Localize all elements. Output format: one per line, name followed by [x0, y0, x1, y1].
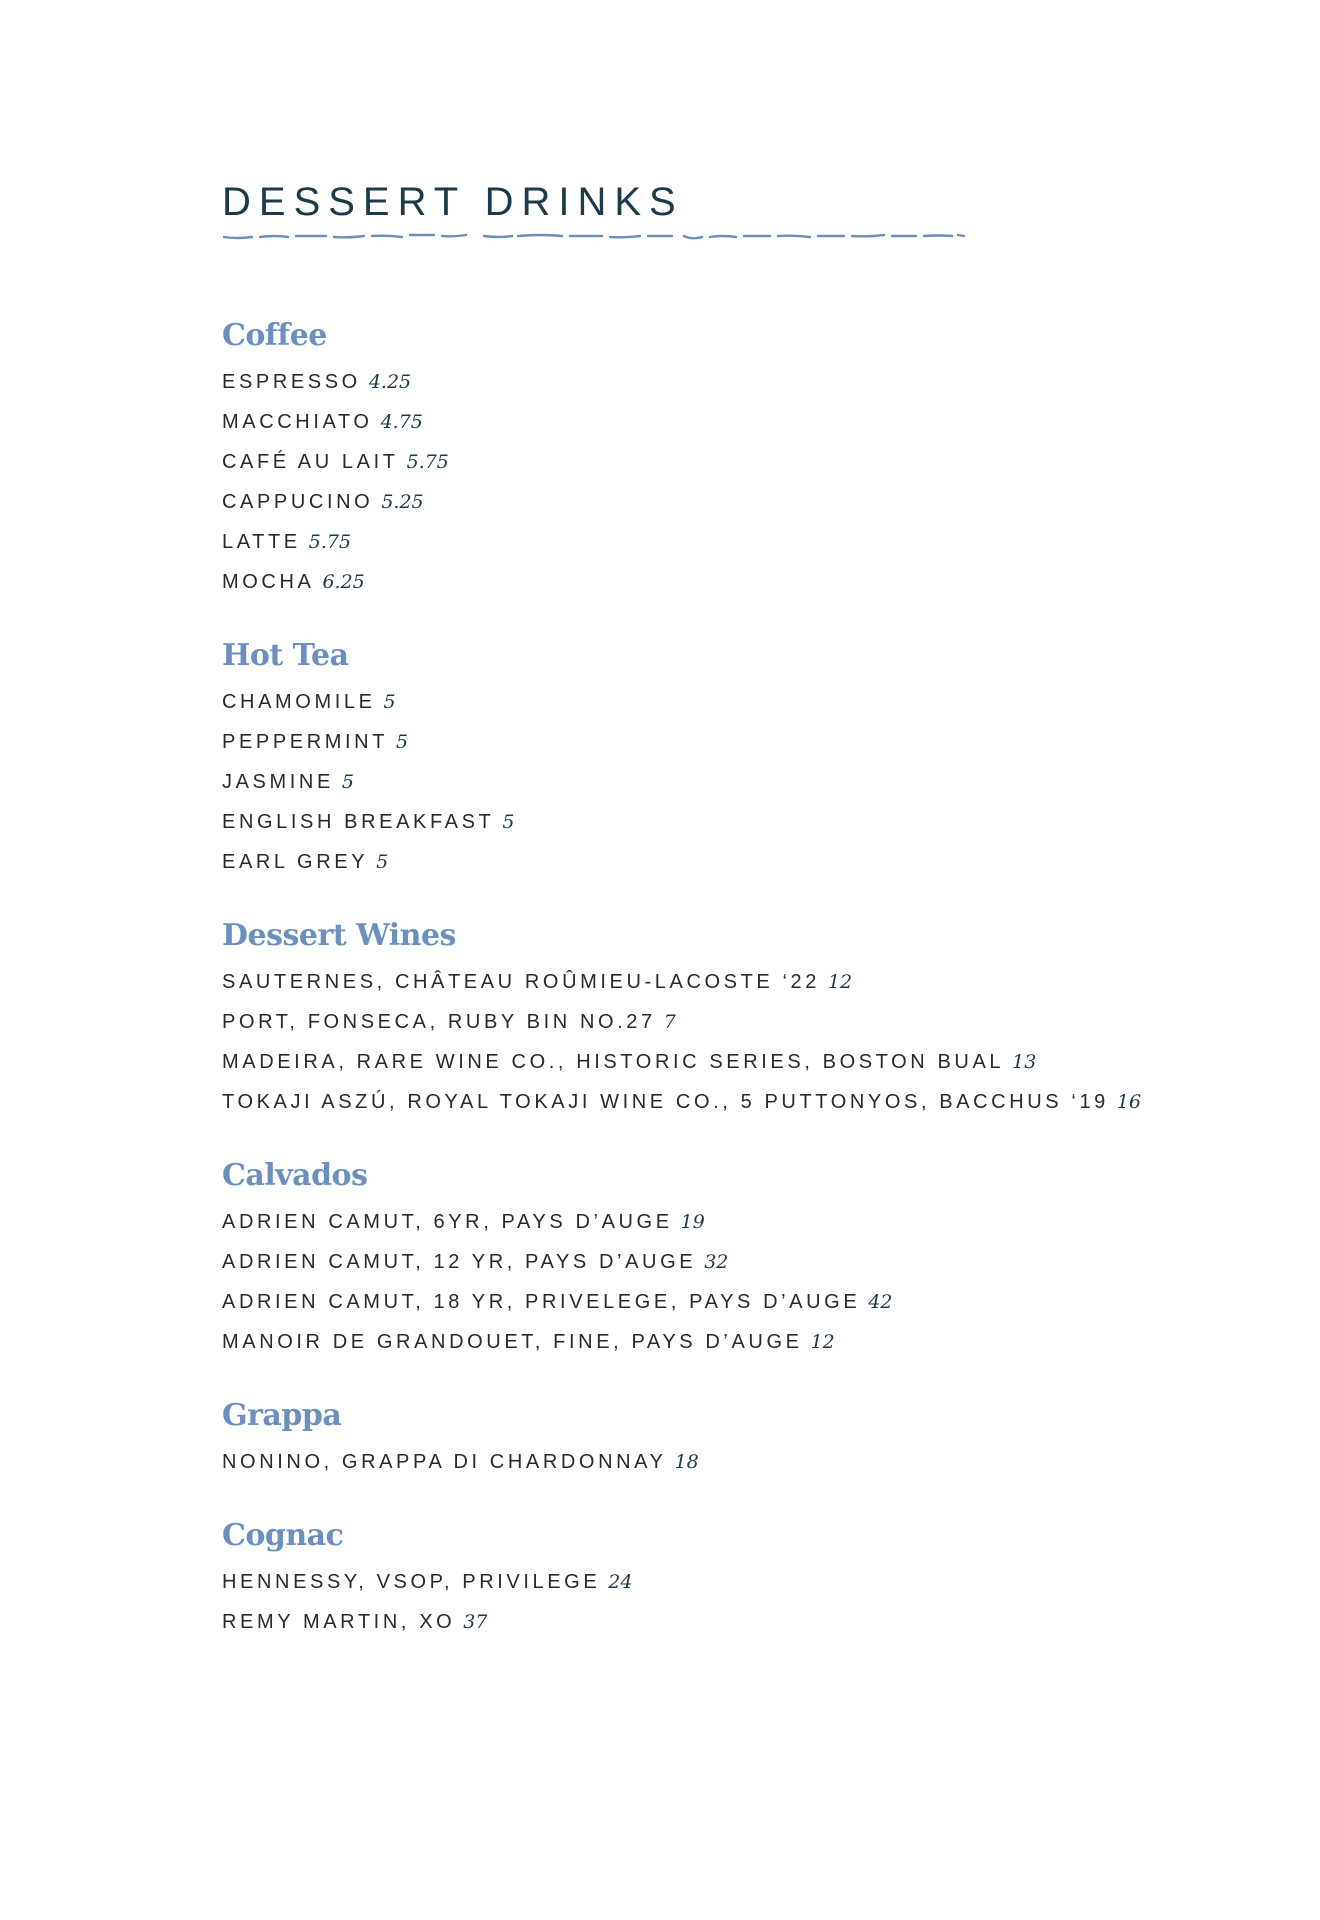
menu-item: [222, 1082, 1222, 1122]
item-price: 6.25: [322, 571, 365, 593]
menu-item: [222, 1002, 1222, 1042]
section-heading: Calvados: [222, 1158, 368, 1193]
item-price: 5.75: [308, 531, 352, 553]
menu-item: [222, 1042, 1222, 1082]
item-name: HENNESSY, VSOP, PRIVILEGE: [222, 1571, 601, 1593]
menu-item: [222, 962, 1222, 1002]
item-name: MADEIRA, RARE WINE CO., HISTORIC SERIES, BOSTON BUAL: [222, 1051, 1005, 1073]
menu-item: [222, 442, 1222, 482]
menu-section: [222, 316, 1222, 602]
section-heading: Cognac: [222, 1518, 344, 1553]
menu-item: [222, 1602, 1222, 1642]
menu-item: [222, 562, 1222, 602]
item-name: JASMINE: [222, 771, 334, 793]
item-price: 24: [608, 1571, 633, 1593]
menu-item: [222, 722, 1222, 762]
menu-sections: [222, 316, 1222, 1642]
item-price: 16: [1116, 1091, 1142, 1113]
menu-item: [222, 1202, 1222, 1242]
item-name: TOKAJI ASZÚ, ROYAL TOKAJI WINE CO., 5 PUTTONYOS, BACCHUS ‘19: [222, 1091, 1109, 1113]
menu-item: [222, 482, 1222, 522]
menu-section: [222, 1396, 1222, 1482]
section-heading: Hot Tea: [222, 638, 349, 673]
item-name: ADRIEN CAMUT, 6YR, PAYS D’AUGE: [222, 1211, 673, 1233]
item-price: 5: [502, 811, 515, 833]
item-price: 5: [383, 691, 396, 713]
item-name: CAPPUCINO: [222, 491, 374, 513]
item-price: 5: [396, 731, 409, 753]
item-name: ESPRESSO: [222, 371, 361, 393]
menu-section: [222, 916, 1222, 1122]
section-heading: Dessert Wines: [222, 918, 456, 953]
item-price: 5.75: [406, 451, 449, 473]
section-heading: Grappa: [222, 1398, 342, 1433]
menu-page: [222, 178, 1222, 1676]
item-price: 37: [463, 1611, 488, 1633]
item-price: 5.25: [381, 491, 424, 513]
item-price: 12: [810, 1331, 835, 1353]
item-name: NONINO, GRAPPA DI CHARDONNAY: [222, 1451, 667, 1473]
decorative-dashed-underline: [222, 230, 967, 242]
menu-item: [222, 1282, 1222, 1322]
item-name: PORT, FONSECA, RUBY BIN NO.27: [222, 1011, 656, 1033]
page-title: DESSERT DRINKS: [222, 180, 684, 224]
menu-item: [222, 762, 1222, 802]
item-name: MANOIR DE GRANDOUET, FINE, PAYS D’AUGE: [222, 1331, 803, 1353]
item-price: 32: [704, 1251, 729, 1273]
menu-item: [222, 1562, 1222, 1602]
item-price: 42: [868, 1291, 893, 1313]
item-price: 4.25: [368, 371, 412, 393]
item-price: 19: [680, 1211, 705, 1233]
menu-section: [222, 636, 1222, 882]
item-price: 18: [674, 1451, 699, 1473]
menu-item: [222, 362, 1222, 402]
item-price: 4.75: [380, 411, 423, 433]
item-name: MACCHIATO: [222, 411, 373, 433]
menu-item: [222, 1322, 1222, 1362]
menu-item: [222, 842, 1222, 882]
menu-item: [222, 1442, 1222, 1482]
item-name: EARL GREY: [222, 851, 369, 873]
menu-section: [222, 1156, 1222, 1362]
item-name: SAUTERNES, CHÂTEAU ROÛMIEU-LACOSTE ‘22: [222, 971, 820, 993]
menu-item: [222, 1242, 1222, 1282]
item-name: CHAMOMILE: [222, 691, 376, 713]
menu-section: [222, 1516, 1222, 1642]
item-name: ENGLISH BREAKFAST: [222, 811, 495, 833]
item-price: 5: [376, 851, 389, 873]
item-price: 7: [663, 1011, 676, 1033]
menu-item: [222, 802, 1222, 842]
item-price: 5: [341, 771, 354, 793]
menu-item: [222, 682, 1222, 722]
section-heading: Coffee: [222, 318, 327, 353]
item-price: 12: [828, 971, 853, 993]
item-name: ADRIEN CAMUT, 18 YR, PRIVELEGE, PAYS D’AUGE: [222, 1291, 861, 1313]
item-name: PEPPERMINT: [222, 731, 389, 753]
item-name: CAFÉ AU LAIT: [222, 451, 399, 473]
item-name: ADRIEN CAMUT, 12 YR, PAYS D’AUGE: [222, 1251, 697, 1273]
item-name: MOCHA: [222, 571, 315, 593]
item-price: 13: [1012, 1051, 1037, 1073]
menu-item: [222, 402, 1222, 442]
item-name: LATTE: [222, 531, 301, 553]
menu-item: [222, 522, 1222, 562]
item-name: REMY MARTIN, XO: [222, 1611, 456, 1633]
